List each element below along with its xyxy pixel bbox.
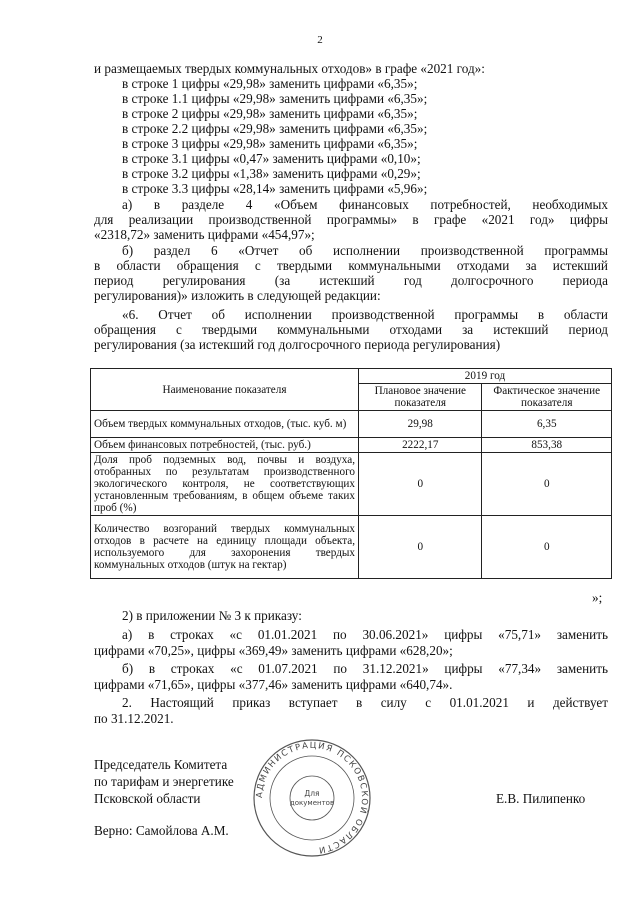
text-line: в строке 3.2 цифры «1,38» заменить цифрами «0,29»;	[122, 166, 421, 181]
row-indicator-name: Количество возгораний твердых коммунальных отходов в расчете на единицу площади объекта, используемого для захоронения твердых коммунальных отходов (штук на гектар)	[91, 516, 359, 579]
row-plan-value: 29,98	[359, 411, 482, 438]
row-indicator-name: Объем твердых коммунальных отходов, (тыс. куб. м)	[91, 411, 359, 438]
signer-position-line2: по тарифам и энергетике	[94, 774, 234, 789]
text-line: в строке 1.1 цифры «29,98» заменить цифрами «6,35»;	[122, 91, 428, 106]
text-line: б) раздел 6 «Отчет об исполнении производственной программы	[122, 243, 608, 258]
text-line: и размещаемых твердых коммунальных отходов» в графе «2021 год»:	[94, 61, 485, 76]
column-header-plan: Плановое значение показателя	[359, 384, 482, 411]
column-header-year: 2019 год	[359, 369, 612, 384]
text-line: в строке 3 цифры «29,98» заменить цифрами «6,35»;	[122, 136, 418, 151]
text-line: а) в строках «с 01.01.2021 по 30.06.2021» цифры «75,71» заменить	[122, 627, 608, 642]
closing-quote: »;	[592, 590, 603, 605]
table-row	[91, 411, 612, 438]
text-line: цифрами «71,65», цифры «377,46» заменить цифрами «640,74».	[94, 677, 453, 692]
text-line: обращения с твердыми коммунальными отходами за истекший период	[94, 322, 608, 337]
text-line: в строке 3.3 цифры «28,14» заменить цифрами «5,96»;	[122, 181, 428, 196]
text-line: по 31.12.2021.	[94, 711, 174, 726]
column-header-fact: Фактическое значение показателя	[482, 384, 612, 411]
row-fact-value: 0	[482, 453, 612, 516]
seal-center-line1: Для	[304, 789, 320, 798]
row-indicator-name: Объем финансовых потребностей, (тыс. руб.)	[91, 438, 359, 453]
signer-position-line3: Псковской области	[94, 791, 201, 806]
signer-position-line1: Председатель Комитета	[94, 757, 228, 772]
text-line: 2) в приложении № 3 к приказу:	[122, 608, 302, 623]
text-line: в строке 1 цифры «29,98» заменить цифрами «6,35»;	[122, 76, 418, 91]
row-fact-value: 853,38	[482, 438, 612, 453]
table-row	[91, 438, 612, 453]
text-line: в области обращения с твердыми коммунальными отходами за истекший	[94, 258, 608, 273]
text-line: 2. Настоящий приказ вступает в силу с 01.01.2021 и действует	[122, 695, 608, 710]
row-plan-value: 0	[359, 453, 482, 516]
text-line: регулирования)» изложить в следующей редакции:	[94, 288, 381, 303]
verified-by: Верно: Самойлова А.М.	[94, 823, 229, 838]
text-line: цифрами «70,25», цифры «369,49» заменить цифрами «628,20»;	[94, 643, 453, 658]
report-table	[90, 368, 612, 579]
text-line: в строке 2 цифры «29,98» заменить цифрами «6,35»;	[122, 106, 418, 121]
seal-outer-text: АДМИНИСТРАЦИЯ ПСКОВСКОЙ ОБЛАСТИ	[254, 740, 370, 855]
text-line: а) в разделе 4 «Объем финансовых потребностей, необходимых	[122, 197, 608, 212]
row-fact-value: 6,35	[482, 411, 612, 438]
table-row	[91, 453, 612, 516]
row-plan-value: 2222,17	[359, 438, 482, 453]
text-line: в строке 3.1 цифры «0,47» заменить цифрами «0,10»;	[122, 151, 421, 166]
text-line: «2318,72» заменить цифрами «454,97»;	[94, 227, 315, 242]
text-line: «6. Отчет об исполнении производственной программы в области	[122, 307, 608, 322]
signer-name: Е.В. Пилипенко	[496, 791, 586, 806]
text-line: для реализации производственной программы» в графе «2021 год» цифры	[94, 212, 608, 227]
table-row	[91, 516, 612, 579]
page-number: 2	[317, 34, 323, 46]
official-seal	[252, 738, 372, 858]
row-fact-value: 0	[482, 516, 612, 579]
column-header-indicator: Наименование показателя	[91, 369, 359, 411]
text-line: регулирования (за истекший год долгосрочного периода регулирования)	[94, 337, 501, 352]
text-line: период регулирования (за истекший год долгосрочного периода	[94, 273, 608, 288]
row-indicator-name: Доля проб подземных вод, почвы и воздуха, отобранных по результатам производственного экологического контроля, не соответствующих установленным требованиям, в общем объеме таких проб (%)	[91, 453, 359, 516]
text-line: в строке 2.2 цифры «29,98» заменить цифрами «6,35»;	[122, 121, 428, 136]
seal-center-line2: документов	[289, 799, 335, 807]
text-line: б) в строках «с 01.07.2021 по 31.12.2021» цифры «77,34» заменить	[122, 661, 608, 676]
row-plan-value: 0	[359, 516, 482, 579]
